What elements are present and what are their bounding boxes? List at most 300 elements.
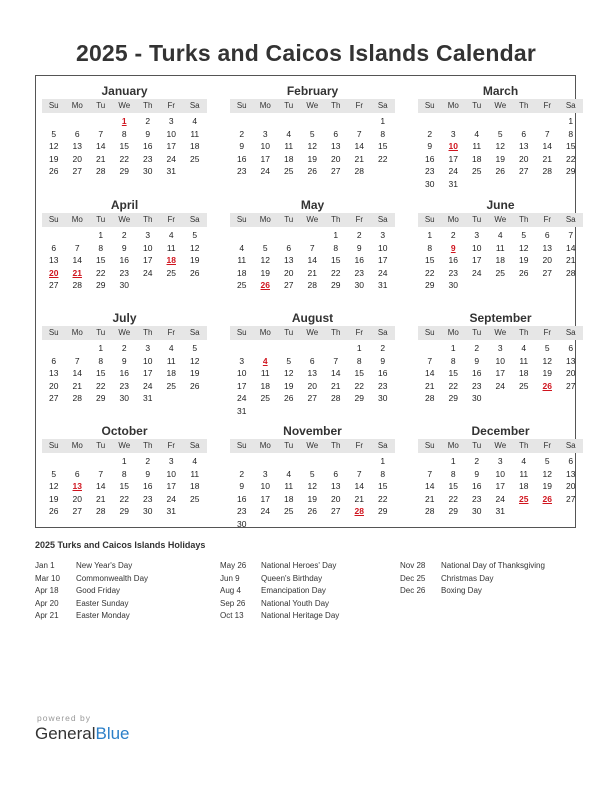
day-cell: 8 <box>98 355 104 366</box>
day-cell: 17 <box>448 153 458 164</box>
day-cell: 18 <box>166 368 176 378</box>
weekday-label: Tu <box>284 328 294 337</box>
empty-cell <box>66 455 90 468</box>
logo-blue-text: Blue <box>95 724 130 743</box>
weekday-label: Su <box>236 328 247 337</box>
day-cell: 12 <box>260 255 270 265</box>
calendar-grid <box>35 75 576 528</box>
weekday-label: Fr <box>543 215 552 224</box>
day-cell: 1 <box>121 456 127 466</box>
day-cell: 5 <box>544 343 550 353</box>
day-cell: 3 <box>262 128 268 139</box>
weekday-header <box>230 99 395 113</box>
day-cell: 2 <box>145 456 151 466</box>
day-cell: 11 <box>519 355 529 366</box>
day-cell: 29 <box>378 506 388 516</box>
empty-cell <box>324 342 348 355</box>
day-cell: 28 <box>331 393 341 403</box>
empty-cell <box>254 342 278 355</box>
day-cell: 28 <box>72 280 82 290</box>
month-november <box>230 423 395 530</box>
day-cell: 4 <box>521 343 527 353</box>
weekday-label: Mo <box>71 441 83 450</box>
day-cell: 23 <box>119 380 129 391</box>
day-cell: 24 <box>143 267 153 278</box>
day-cell: 2 <box>474 343 480 353</box>
day-cell: 10 <box>472 242 482 253</box>
holiday-name: Emancipation Day <box>261 586 326 595</box>
holiday-name: Good Friday <box>76 586 121 595</box>
day-cell: 16 <box>472 481 482 491</box>
day-cell: 19 <box>542 481 552 491</box>
day-cell: 22 <box>425 267 435 278</box>
day-cell: 4 <box>497 230 503 240</box>
weekday-label: Fr <box>355 328 364 337</box>
day-grid <box>230 115 395 178</box>
day-cell: 13 <box>284 255 294 265</box>
day-cell: 26 <box>190 380 200 391</box>
day-cell: 19 <box>190 368 200 378</box>
weekday-label: Tu <box>284 441 294 450</box>
day-cell: 4 <box>239 242 245 253</box>
day-cell: 2 <box>474 456 480 466</box>
day-cell: 5 <box>521 230 527 240</box>
day-grid <box>418 455 583 518</box>
day-cell: 12 <box>49 141 59 151</box>
day-cell: 15 <box>378 481 388 491</box>
day-cell: 29 <box>566 166 576 176</box>
empty-cell <box>301 115 325 128</box>
weekday-label: Fr <box>355 441 364 450</box>
day-cell: 6 <box>74 468 80 479</box>
month-name: August <box>291 311 334 325</box>
day-cell: 12 <box>49 481 59 491</box>
day-cell: 15 <box>378 141 388 151</box>
day-cell: 1 <box>98 230 104 240</box>
day-cell: 4 <box>192 116 198 126</box>
day-cell: 11 <box>260 368 270 378</box>
day-grid <box>42 455 207 518</box>
day-cell: 11 <box>237 255 247 265</box>
day-cell: 24 <box>260 506 270 516</box>
day-cell: 9 <box>145 128 151 139</box>
day-cell: 20 <box>284 267 294 278</box>
empty-cell <box>230 229 254 242</box>
day-cell: 1 <box>450 343 456 353</box>
day-cell: 18 <box>237 267 247 278</box>
day-cell: 2 <box>239 128 245 139</box>
weekday-label: Tu <box>472 328 482 337</box>
empty-cell <box>301 342 325 355</box>
weekday-label: We <box>118 101 131 110</box>
day-cell: 15 <box>96 255 106 265</box>
day-cell: 2 <box>121 343 127 353</box>
weekday-label: We <box>306 328 319 337</box>
day-cell: 22 <box>96 380 106 391</box>
empty-cell <box>348 455 372 468</box>
day-cell: 1 <box>356 343 362 353</box>
weekday-label: Mo <box>259 328 271 337</box>
weekday-label: Fr <box>543 101 552 110</box>
day-cell: 29 <box>119 506 129 516</box>
day-cell: 14 <box>566 242 576 253</box>
day-cell: 15 <box>96 368 106 378</box>
day-cell: 31 <box>166 166 176 176</box>
weekday-label: Fr <box>167 328 176 337</box>
weekday-label: Th <box>143 215 153 224</box>
day-cell: 8 <box>450 468 456 479</box>
empty-cell <box>277 455 301 468</box>
weekday-label: We <box>306 441 319 450</box>
weekday-label: Su <box>48 441 59 450</box>
weekday-label: Sa <box>377 441 388 450</box>
month-name: April <box>110 198 139 212</box>
day-cell: 7 <box>568 230 574 240</box>
holiday-name: New Year's Day <box>76 561 133 570</box>
weekday-label: Th <box>519 215 529 224</box>
day-cell: 1 <box>333 230 339 240</box>
holiday-row <box>35 598 220 611</box>
day-cell: 26 <box>190 267 200 278</box>
day-cell: 31 <box>378 280 388 290</box>
day-cell: 16 <box>472 368 482 378</box>
month-name: January <box>101 84 148 98</box>
day-cell: 23 <box>448 267 458 278</box>
holiday-name: National Heritage Day <box>261 611 340 620</box>
holiday-row <box>220 585 405 598</box>
day-cell: 30 <box>143 166 153 176</box>
day-cell: 24 <box>237 393 247 403</box>
day-cell: 8 <box>380 128 386 139</box>
empty-cell <box>254 229 278 242</box>
day-cell: 23 <box>237 506 247 516</box>
empty-cell <box>465 115 489 128</box>
holiday-date: Nov 28 <box>400 561 426 570</box>
day-cell: 2 <box>145 116 151 126</box>
holiday-day: 26 <box>542 380 552 391</box>
holiday-row <box>220 560 405 573</box>
day-cell: 30 <box>119 280 129 290</box>
day-cell: 9 <box>474 468 480 479</box>
day-cell: 14 <box>72 368 82 378</box>
day-cell: 29 <box>119 166 129 176</box>
empty-cell <box>301 229 325 242</box>
day-cell: 6 <box>309 355 315 366</box>
day-cell: 8 <box>450 355 456 366</box>
holiday-name: Boxing Day <box>441 586 482 595</box>
day-cell: 6 <box>521 128 527 139</box>
day-cell: 27 <box>542 267 552 278</box>
holiday-day: 26 <box>542 493 552 504</box>
day-cell: 18 <box>190 481 200 491</box>
day-cell: 25 <box>166 267 176 278</box>
day-cell: 5 <box>309 468 315 479</box>
day-cell: 1 <box>380 116 386 126</box>
day-cell: 22 <box>354 380 364 391</box>
day-cell: 17 <box>143 368 153 378</box>
empty-cell <box>277 342 301 355</box>
day-cell: 14 <box>72 255 82 265</box>
day-cell: 7 <box>356 468 362 479</box>
weekday-label: We <box>494 101 507 110</box>
day-cell: 28 <box>566 267 576 278</box>
day-cell: 5 <box>497 128 503 139</box>
holidays-title: 2025 Turks and Caicos Islands Holidays <box>35 540 206 550</box>
day-cell: 20 <box>49 380 59 391</box>
empty-cell <box>42 229 66 242</box>
day-cell: 5 <box>51 468 57 479</box>
day-cell: 30 <box>472 393 482 403</box>
day-cell: 10 <box>166 468 176 479</box>
empty-cell <box>254 455 278 468</box>
day-cell: 15 <box>119 481 129 491</box>
weekday-label: Fr <box>167 101 176 110</box>
day-cell: 29 <box>425 280 435 290</box>
day-grid <box>418 229 583 292</box>
holiday-date: Jan 1 <box>35 561 55 570</box>
day-cell: 15 <box>448 368 458 378</box>
day-cell: 22 <box>378 153 388 164</box>
weekday-header <box>418 326 583 340</box>
day-cell: 27 <box>331 166 341 176</box>
weekday-label: Tu <box>284 101 294 110</box>
day-cell: 24 <box>495 493 505 504</box>
day-cell: 3 <box>168 456 174 466</box>
day-cell: 18 <box>472 153 482 164</box>
weekday-label: Th <box>143 441 153 450</box>
empty-cell <box>418 115 442 128</box>
empty-cell <box>277 115 301 128</box>
empty-cell <box>324 455 348 468</box>
month-name: July <box>112 311 137 325</box>
holiday-date: Apr 21 <box>35 611 59 620</box>
day-cell: 13 <box>331 481 341 491</box>
day-cell: 13 <box>49 255 59 265</box>
weekday-label: Th <box>331 328 341 337</box>
day-grid <box>42 342 207 405</box>
day-cell: 4 <box>168 343 174 353</box>
day-cell: 23 <box>425 166 435 176</box>
month-june <box>418 197 583 292</box>
day-cell: 15 <box>566 141 576 151</box>
month-may <box>230 197 395 292</box>
weekday-label: Mo <box>259 101 271 110</box>
day-cell: 6 <box>333 128 339 139</box>
empty-cell <box>42 342 66 355</box>
day-cell: 5 <box>192 230 198 240</box>
day-cell: 26 <box>284 393 294 403</box>
day-cell: 27 <box>566 380 576 391</box>
weekday-label: Mo <box>447 328 459 337</box>
day-cell: 3 <box>380 230 386 240</box>
day-cell: 18 <box>519 368 529 378</box>
holiday-date: Apr 20 <box>35 598 59 608</box>
day-cell: 7 <box>74 242 80 253</box>
day-cell: 13 <box>307 368 317 378</box>
holiday-day: 25 <box>519 493 529 504</box>
day-cell: 11 <box>495 242 505 253</box>
day-cell: 28 <box>425 393 435 403</box>
day-cell: 5 <box>192 343 198 353</box>
weekday-label: Fr <box>543 328 552 337</box>
day-cell: 12 <box>307 141 317 151</box>
day-cell: 30 <box>237 518 247 529</box>
day-cell: 12 <box>307 481 317 491</box>
day-cell: 30 <box>143 506 153 516</box>
day-cell: 26 <box>307 166 317 176</box>
holiday-name: National Heroes' Day <box>261 561 337 570</box>
day-cell: 20 <box>307 380 317 391</box>
day-cell: 16 <box>354 255 364 265</box>
day-cell: 17 <box>237 380 247 391</box>
day-cell: 2 <box>239 468 245 479</box>
month-name: May <box>300 198 325 212</box>
day-cell: 13 <box>566 468 576 479</box>
day-cell: 19 <box>260 267 270 278</box>
day-cell: 31 <box>237 405 247 416</box>
day-cell: 5 <box>262 242 268 253</box>
day-cell: 28 <box>72 393 82 403</box>
holiday-date: Oct 13 <box>220 611 244 620</box>
day-cell: 10 <box>143 355 153 366</box>
day-cell: 30 <box>119 393 129 403</box>
day-cell: 2 <box>427 128 433 139</box>
day-cell: 28 <box>96 506 106 516</box>
day-cell: 7 <box>427 355 433 366</box>
weekday-label: Sa <box>565 441 576 450</box>
day-cell: 23 <box>143 153 153 164</box>
day-cell: 8 <box>121 128 127 139</box>
day-cell: 19 <box>307 153 317 164</box>
day-cell: 18 <box>284 153 294 164</box>
day-cell: 16 <box>119 368 129 378</box>
day-cell: 7 <box>98 468 104 479</box>
day-cell: 27 <box>49 393 59 403</box>
day-cell: 14 <box>96 481 106 491</box>
weekday-label: Tu <box>472 215 482 224</box>
holiday-row <box>35 560 220 573</box>
month-name: March <box>482 84 519 98</box>
weekday-label: Th <box>519 328 529 337</box>
month-march <box>418 83 583 190</box>
holiday-row <box>220 610 405 623</box>
day-cell: 12 <box>542 468 552 479</box>
weekday-label: Sa <box>189 101 200 110</box>
month-july <box>42 310 207 405</box>
day-cell: 9 <box>145 468 151 479</box>
day-cell: 11 <box>284 481 294 491</box>
day-cell: 23 <box>119 267 129 278</box>
day-cell: 17 <box>166 141 176 151</box>
weekday-label: Mo <box>71 328 83 337</box>
holiday-date: May 26 <box>220 561 247 570</box>
day-cell: 17 <box>166 481 176 491</box>
day-cell: 27 <box>284 280 294 290</box>
day-cell: 26 <box>519 267 529 278</box>
day-cell: 26 <box>307 506 317 516</box>
weekday-label: Sa <box>189 328 200 337</box>
day-cell: 10 <box>260 481 270 491</box>
day-cell: 7 <box>98 128 104 139</box>
day-grid <box>418 342 583 405</box>
month-february <box>230 83 395 178</box>
day-cell: 11 <box>472 141 482 151</box>
day-cell: 24 <box>472 267 482 278</box>
weekday-label: We <box>494 441 507 450</box>
day-cell: 22 <box>96 267 106 278</box>
day-cell: 2 <box>356 230 362 240</box>
day-cell: 17 <box>143 255 153 265</box>
holiday-name: National Day of Thanksgiving <box>441 561 545 570</box>
holiday-row <box>400 573 585 586</box>
day-cell: 1 <box>427 230 433 240</box>
day-cell: 25 <box>519 380 529 391</box>
day-cell: 31 <box>448 178 458 189</box>
day-cell: 21 <box>425 380 435 391</box>
holiday-date: Jun 9 <box>220 573 240 583</box>
day-cell: 12 <box>519 242 529 253</box>
weekday-label: Su <box>424 101 435 110</box>
day-cell: 10 <box>495 355 505 366</box>
day-cell: 7 <box>309 242 315 253</box>
day-cell: 29 <box>96 393 106 403</box>
month-name: February <box>286 84 339 98</box>
empty-cell <box>277 229 301 242</box>
day-cell: 20 <box>331 493 341 504</box>
weekday-header <box>42 213 207 227</box>
day-cell: 16 <box>237 153 247 164</box>
day-cell: 22 <box>448 380 458 391</box>
holiday-column <box>35 560 220 623</box>
weekday-label: Th <box>143 101 153 110</box>
day-cell: 16 <box>425 153 435 164</box>
day-cell: 5 <box>309 128 315 139</box>
holiday-name: Easter Sunday <box>76 598 129 608</box>
day-cell: 10 <box>143 242 153 253</box>
holiday-name: National Youth Day <box>261 598 330 608</box>
weekday-label: We <box>494 215 507 224</box>
generalblue-logo[interactable] <box>35 724 130 744</box>
day-grid <box>418 115 583 190</box>
day-cell: 4 <box>286 128 292 139</box>
day-grid <box>230 229 395 292</box>
logo-general-text: General <box>35 724 96 743</box>
day-cell: 22 <box>378 493 388 504</box>
day-cell: 24 <box>143 380 153 391</box>
holiday-date: Aug 4 <box>220 586 241 595</box>
month-april <box>42 197 207 292</box>
day-cell: 8 <box>121 468 127 479</box>
weekday-label: Su <box>48 101 59 110</box>
day-cell: 8 <box>356 355 362 366</box>
day-cell: 14 <box>96 141 106 151</box>
month-december <box>418 423 583 518</box>
holiday-row <box>220 573 405 586</box>
day-cell: 5 <box>286 355 292 366</box>
empty-cell <box>42 455 66 468</box>
empty-cell <box>66 342 90 355</box>
day-cell: 15 <box>448 481 458 491</box>
day-cell: 25 <box>237 280 247 290</box>
day-cell: 16 <box>378 368 388 378</box>
empty-cell <box>536 115 560 128</box>
day-cell: 2 <box>380 343 386 353</box>
weekday-label: Su <box>48 328 59 337</box>
weekday-label: We <box>118 441 131 450</box>
day-cell: 24 <box>448 166 458 176</box>
weekday-label: Th <box>331 441 341 450</box>
weekday-label: Su <box>424 328 435 337</box>
